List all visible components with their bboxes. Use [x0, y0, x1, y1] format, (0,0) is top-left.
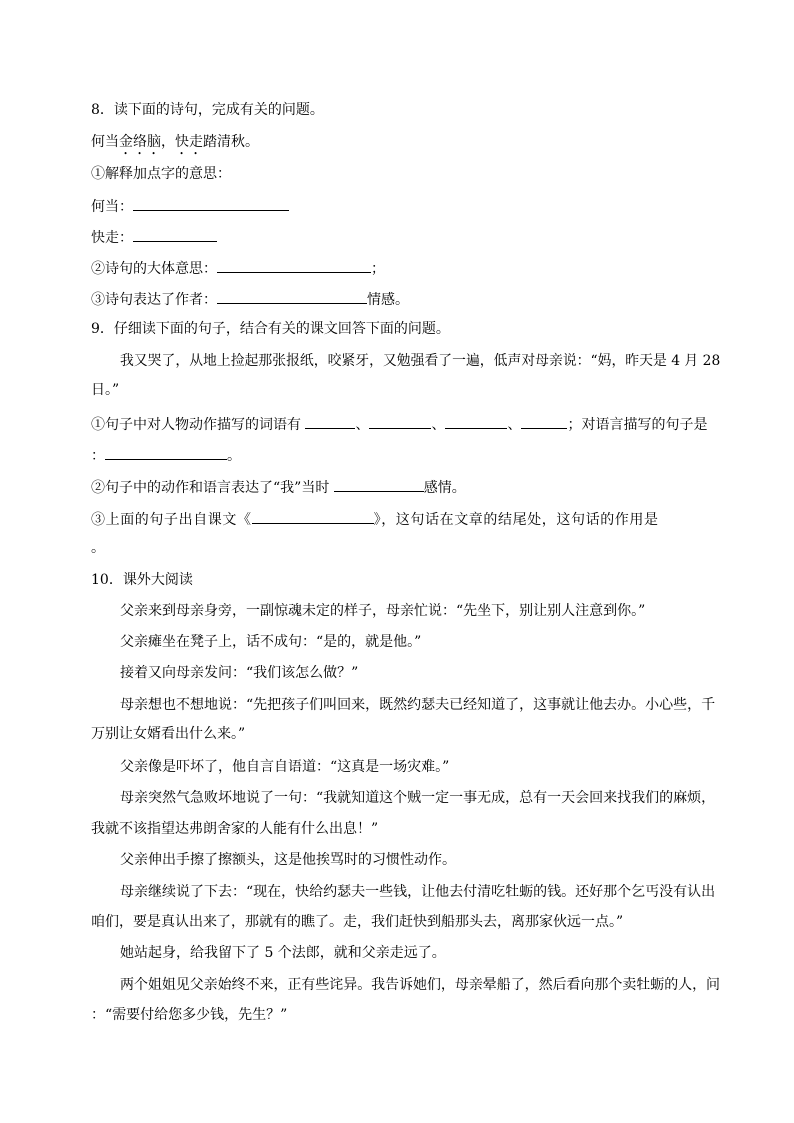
q9-sub1-line — [91, 413, 707, 435]
q9-sub1-label: ①句子中对人物动作描写的词语有 — [91, 417, 301, 433]
q9-sub1-sep-2: 、 — [431, 417, 446, 433]
q9-sub1-blank-3[interactable] — [445, 413, 507, 429]
q9-sub2-end: 感情。 — [423, 480, 466, 496]
q8-poem — [91, 132, 259, 158]
q9-sub1-speech-blank[interactable] — [105, 444, 227, 460]
q8-hedang-line — [91, 195, 289, 217]
q9-sub1-sep-1: 、 — [355, 417, 370, 433]
q10-paragraph-4a: 母亲想也不想地说：“先把孩子们叫回来，既然约瑟夫已经知道了，这事就让他去办。小心些，千 — [120, 697, 716, 713]
q10-paragraph-8b: 咱们，要是真认出来了，那就有的瞧了。走，我们赶快到船那头去，离那家伙远一点。” — [91, 914, 624, 930]
q10-paragraph-6b: 我就不该指望达弗朗舍家的人能有什么出息！” — [91, 821, 379, 837]
q9-sub2-line — [91, 476, 466, 498]
q9-sub3-line-2: 。 — [91, 540, 105, 556]
q10-paragraph-10a: 两个姐姐见父亲始终不来，正有些诧异。我告诉她们，母亲晕船了，然后看向那个卖牡蛎的人，问 — [120, 977, 721, 993]
q8-sub3-blank[interactable] — [217, 288, 367, 304]
q9-quote-line-2: 日。” — [91, 382, 120, 398]
q10-paragraph-9: 她站起身，给我留下了 5 个法郎，就和父亲走远了。 — [120, 945, 446, 961]
q8-poem-comma: ， — [161, 134, 175, 150]
q10-paragraph-2: 父亲瘫坐在凳子上，话不成句：“是的，就是他。” — [120, 634, 422, 650]
q8-poem-post: 踏清秋。 — [203, 134, 259, 150]
q8-sub2-blank[interactable] — [217, 257, 371, 273]
q8-kuaizou-label: 快走： — [91, 230, 133, 246]
q8-sub3-line — [91, 288, 409, 310]
q9-sub1-blank-1[interactable] — [305, 413, 355, 429]
q8-poem-pre: 何当 — [91, 134, 119, 150]
q9-title: 9．仔细读下面的句子，结合有关的课文回答下面的问题。 — [91, 321, 450, 337]
q8-poem-dotted-2: 快走 — [175, 134, 203, 150]
q9-sub3-line — [91, 508, 659, 530]
q8-kuaizou-blank[interactable] — [133, 226, 217, 242]
q8-hedang-label: 何当： — [91, 199, 133, 215]
q9-sub1-mid: ；对语言描写的句子是 — [567, 417, 708, 433]
q9-sub1-l2-end: 。 — [227, 448, 241, 464]
q9-sub3-blank[interactable] — [252, 508, 374, 524]
q8-sub2-label: ②诗句的大体意思： — [91, 261, 217, 277]
q9-quote-line-1: 我又哭了，从地上捡起那张报纸，咬紧牙，又勉强看了一遍，低声对母亲说：“妈，昨天是 4 月 28 — [120, 353, 721, 369]
q9-sub2-label: ②句子中的动作和语言表达了“我”当时 — [91, 480, 330, 496]
q10-paragraph-7: 父亲伸出手擦了擦额头，这是他挨骂时的习惯性动作。 — [120, 852, 456, 868]
q8-sub3-label: ③诗句表达了作者： — [91, 292, 217, 308]
q10-paragraph-8a: 母亲继续说了下去：“现在，快给约瑟夫一些钱，让他去付清吃牡蛎的钱。还好那个乞丐没有认出 — [120, 884, 716, 900]
q8-sub1: ①解释加点字的意思： — [91, 166, 231, 182]
q9-sub1-blank-4[interactable] — [521, 413, 567, 429]
q8-title: 8．读下面的诗句，完成有关的问题。 — [91, 102, 324, 118]
q9-sub3-label: ③上面的句子出自课文《 — [91, 512, 252, 528]
q8-sub2-line — [91, 257, 385, 279]
q9-sub1-l2-colon: ： — [91, 448, 105, 464]
q9-sub1-blank-2[interactable] — [369, 413, 431, 429]
q9-sub2-blank[interactable] — [334, 476, 424, 492]
q10-title: 10．课外大阅读 — [91, 572, 193, 588]
q8-sub3-end: 情感。 — [367, 292, 409, 308]
q10-paragraph-5: 父亲像是吓坏了，他自言自语道：“这真是一场灾难。” — [120, 759, 450, 775]
q10-paragraph-1: 父亲来到母亲身旁，一副惊魂未定的样子，母亲忙说：“先坐下，别让别人注意到你。” — [120, 603, 646, 619]
q8-hedang-blank[interactable] — [133, 195, 289, 211]
q9-sub1-sep-3: 、 — [507, 417, 522, 433]
q8-poem-dotted-1: 金络脑 — [119, 134, 161, 150]
q9-sub3-end: 》，这句话在文章的结尾处，这句话的作用是 — [373, 512, 659, 528]
q10-paragraph-10b: ：“需要付给您多少钱，先生？” — [91, 1007, 288, 1023]
q10-paragraph-6a: 母亲突然气急败坏地说了一句：“我就知道这个贼一定一事无成，总有一天会回来找我们的麻烦， — [120, 790, 716, 806]
q10-paragraph-3: 接着又向母亲发问：“我们该怎么做？” — [120, 665, 359, 681]
q10-paragraph-4b: 万别让女婿看出什么来。” — [91, 726, 246, 742]
q8-sub2-end: ； — [371, 261, 385, 277]
q8-kuaizou-line — [91, 226, 217, 248]
q9-sub1-line-2 — [91, 444, 241, 466]
